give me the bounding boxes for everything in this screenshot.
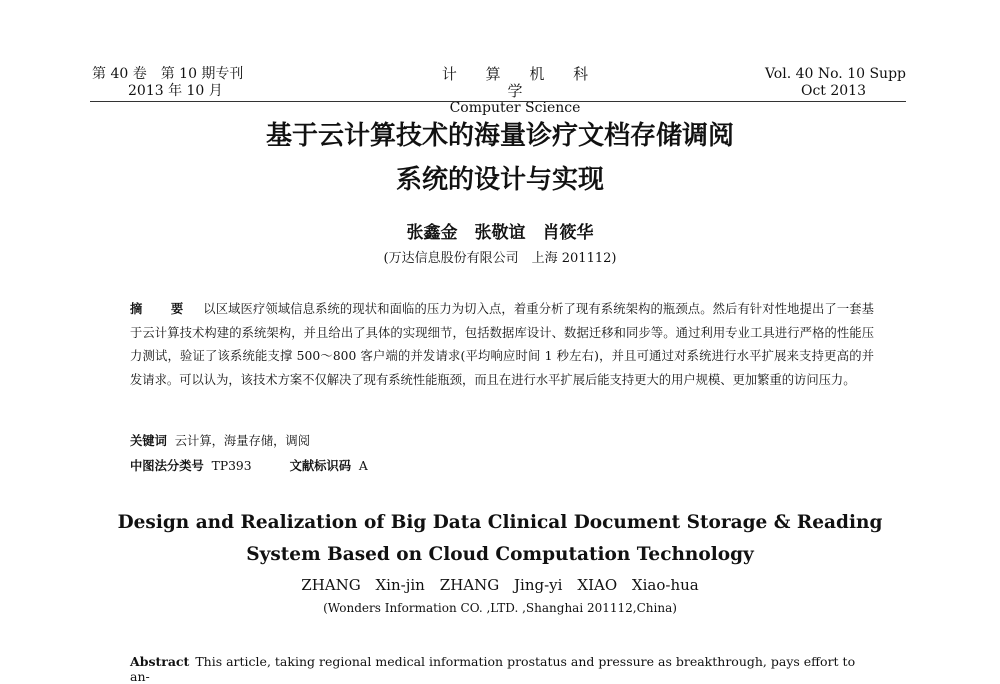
abstract-en-text: This article, taking regional medical information prostatus and pressure as breakthrough, pays effort to an- xyxy=(130,654,856,684)
doc-code-value: A xyxy=(358,459,368,473)
clc-label: 中图法分类号 xyxy=(130,459,204,473)
affiliation-cn: (万达信息股份有限公司 上海 201112) xyxy=(383,251,617,266)
doc-code-label: 文献标识码 xyxy=(289,459,352,473)
paper-title-en-line1: Design and Realization of Big Data Clinical Document Storage & Reading xyxy=(117,512,883,533)
journal-name-cn: 计 算 机 科 学 xyxy=(441,65,601,100)
classification xyxy=(130,456,368,474)
abstract-cn-label: 摘 要 xyxy=(130,302,192,316)
paper-title-cn xyxy=(0,114,1000,202)
abstract-cn xyxy=(130,298,874,392)
abstract-en xyxy=(130,654,874,684)
header-volume-en-line: Vol. 40 No. 10 Supp xyxy=(764,66,906,82)
header-volume-cn xyxy=(92,66,243,100)
header-volume-cn-line: 第 40 卷 第 10 期专刊 xyxy=(92,66,244,82)
journal-name-en: Computer Science xyxy=(449,100,581,116)
journal-name xyxy=(415,66,615,117)
paper-title-en-line2: System Based on Cloud Computation Technology xyxy=(246,544,754,565)
paper-title-cn-line1: 基于云计算技术的海量诊疗文档存储调阅 xyxy=(265,121,734,151)
header-date-cn: 2013 年 10 月 xyxy=(128,83,223,99)
keywords-text: 云计算，海量存储，调阅 xyxy=(174,434,311,448)
abstract-en-label: Abstract xyxy=(130,654,190,669)
paper-title-en xyxy=(0,507,1000,571)
keywords-label: 关键词 xyxy=(130,434,167,448)
paper-title-cn-line2: 系统的设计与实现 xyxy=(395,165,604,195)
header-rule xyxy=(90,101,906,102)
keywords xyxy=(130,431,310,449)
abstract-cn-text: 以区域医疗领域信息系统的现状和面临的压力为切入点，着重分析了现有系统架构的瓶颈点。然后有针对性地提出了一套基于云计算技术构建的系统架构，并且给出了具体的实现细节，包括数据库设计、数据迁移和同步等。通过利用专业工具进行严格的性能压力测试，验证了该系统能支撑 500～800 客户端的并发请求(平均响应时间 1 秒左右)，并且可通过对系统进行水平扩展来支持更高的并发请求。可以认为，该技术方案不仅解决了现有系统性能瓶颈，而且在进行水平扩展后能支持更大的用户规模、更加繁重的访问压力。 xyxy=(130,302,874,387)
affiliation-en: (Wonders Information CO. ,LTD. ,Shanghai 201112,China) xyxy=(323,601,677,615)
authors-cn: 张鑫金 张敬谊 肖筱华 xyxy=(406,223,594,243)
clc-value: TP393 xyxy=(211,459,252,473)
header-date-en: Oct 2013 xyxy=(800,83,866,99)
header-volume-en xyxy=(765,66,906,100)
authors-en: ZHANG Xin-jin ZHANG Jing-yi XIAO Xiao-hua xyxy=(301,576,699,594)
